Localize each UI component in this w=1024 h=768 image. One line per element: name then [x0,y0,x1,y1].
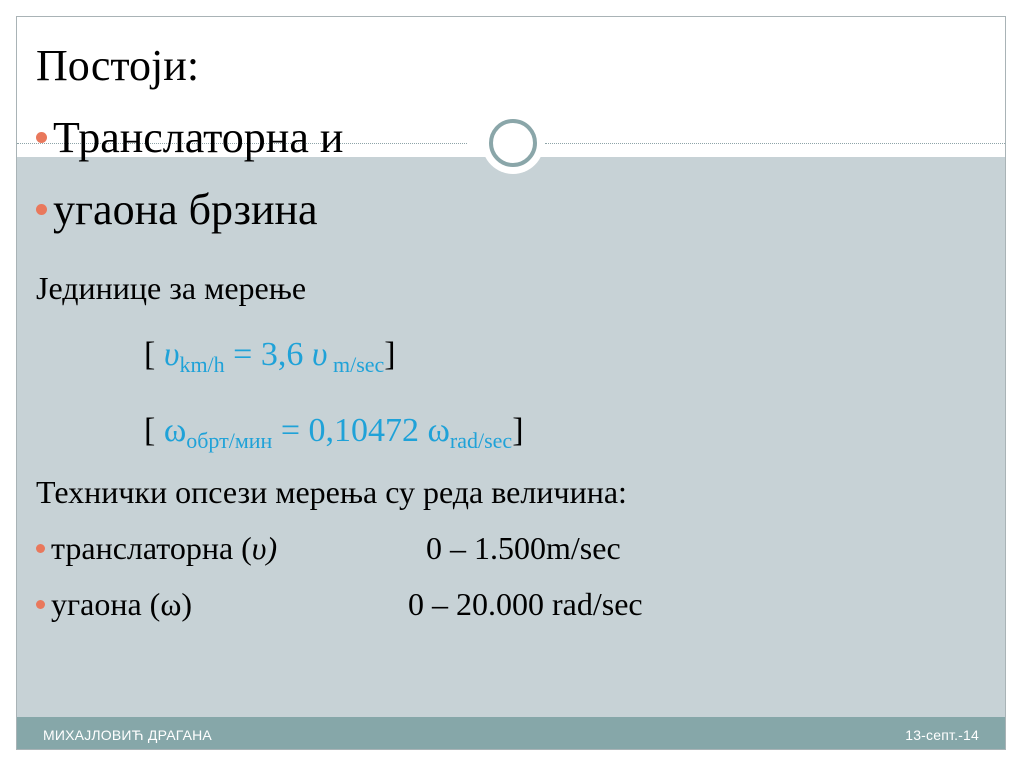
circle-ring [489,119,537,167]
range-label: транслаторна ( [51,530,252,566]
formula-bracket-open: [ [144,336,164,373]
units-heading: Јединице за мерење [36,270,307,306]
velocity-symbol: υ [311,336,328,373]
bullet-large-2 [36,184,318,235]
ranges-heading: Технички опсези мерења су реда величина: [36,474,627,510]
formula-bracket-close: ] [512,412,524,449]
omega-unit-rads: rad/sec [449,428,513,453]
footer-author: МИХАЈЛОВИЋ ДРАГАНА [43,727,212,743]
range-label: угаона (ω) [51,586,193,622]
bullet-large-2-text: угаона брзина [53,185,318,234]
range-label-end: ) [266,530,278,566]
slide-heading: Постоји: [36,41,200,90]
omega-symbol: ω [427,412,450,449]
formula-angular-factor: = 0,10472 [272,412,428,449]
bullet-dot-icon [36,544,45,553]
footer-date: 13-септ.-14 [905,727,979,743]
range-item-angular [36,586,192,623]
formula-velocity-factor: = 3,6 [224,336,312,373]
range-value-translational: 0 – 1.500m/sec [426,530,621,566]
bullet-dot-icon [36,132,47,143]
range-value-angular: 0 – 20.000 rad/sec [408,586,643,622]
formula-bracket-open: [ [144,412,164,449]
formula-angular [144,412,524,454]
velocity-unit-kmh: km/h [179,352,225,377]
omega-unit-rpm: обрт/мин [186,428,273,453]
footer-bar [17,717,1005,750]
bullet-dot-icon [36,600,45,609]
circle-ornament-icon [482,112,544,174]
bullet-large-1-text: Транслаторна и [53,113,344,162]
velocity-unit-ms: m/sec [327,352,385,377]
formula-velocity [144,336,396,378]
bullet-large-1 [36,112,343,163]
velocity-symbol: υ [163,336,180,373]
bullet-dot-icon [36,204,47,215]
range-symbol: υ [251,530,267,566]
omega-symbol: ω [163,412,187,449]
range-item-translational [36,530,277,567]
formula-bracket-close: ] [384,336,396,373]
divider-line-right [545,143,1006,144]
